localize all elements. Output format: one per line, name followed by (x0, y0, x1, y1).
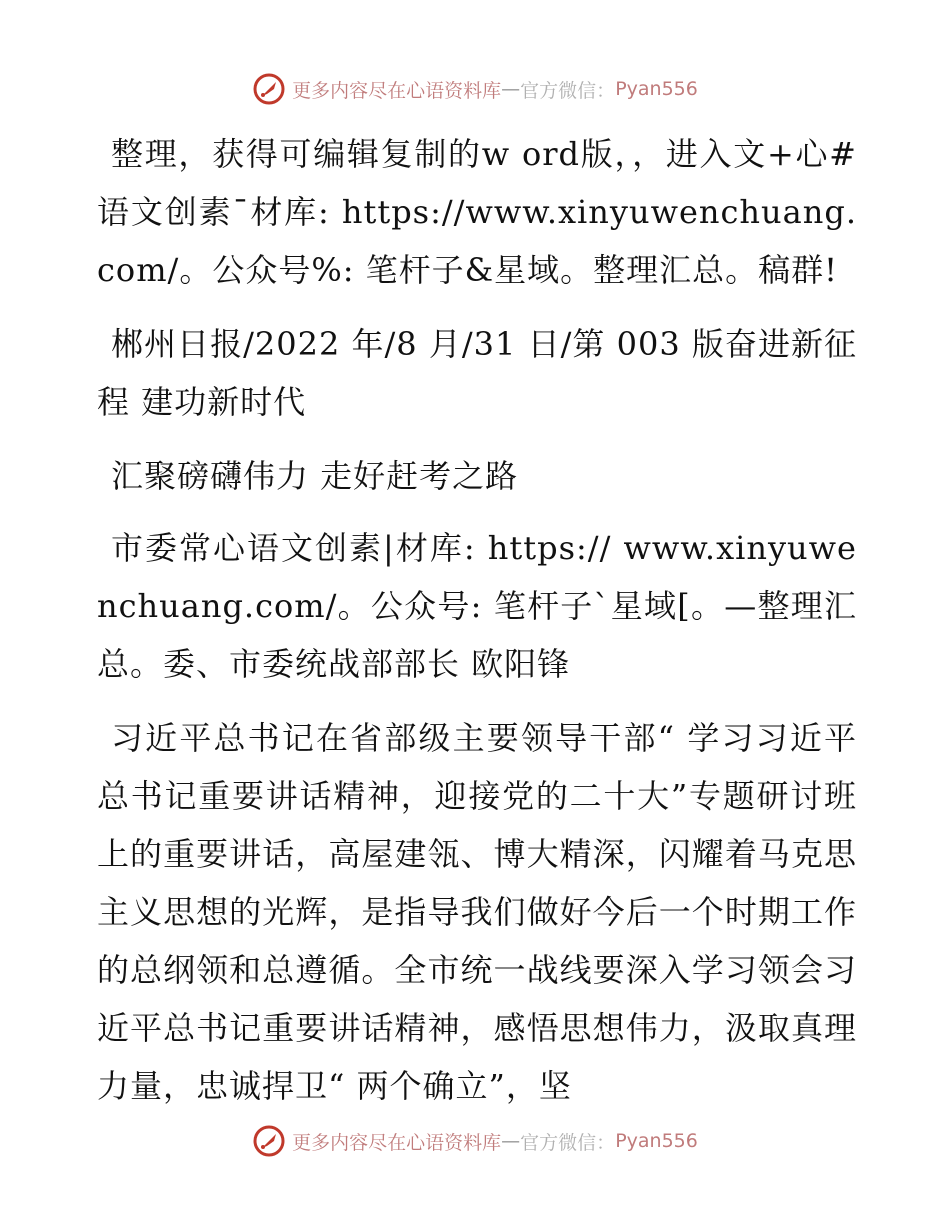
banner-text: 更多内容尽在心语资料库 (292, 79, 502, 102)
banner-account: Pyan556 (615, 1130, 698, 1152)
banner-wechat-label: 官方微信： (520, 79, 616, 102)
footer-banner (0, 1121, 950, 1161)
quill-logo-icon (252, 72, 286, 106)
banner-separator: — (501, 78, 521, 100)
paragraph-intro: 整理，获得可编辑复制的w ord版，，进入文+心#语文创素¯材库: https://www.xinyuwenchuang.com/。公众号%: 笔杆子&星域。整理汇总。稿群! (97, 135, 857, 289)
banner-wechat-label: 官方微信： (520, 1131, 616, 1154)
banner-text: 更多内容尽在心语资料库 (292, 1131, 502, 1154)
article-title: 汇聚磅礴伟力 走好赶考之路 (111, 457, 519, 495)
paragraph-author: 市委常心语文创素|材库: https:// www.xinyuwenchuang.com/。公众号: 笔杆子`星域[。—整理汇总。委、市委统战部部长 欧阳锋 (97, 529, 857, 683)
banner-separator: — (501, 1130, 521, 1152)
document-body (97, 125, 857, 1131)
paragraph-body: 习近平总书记在省部级主要领导干部“ 学习习近平总书记重要讲话精神，迎接党的二十大”专题研讨班上的重要讲话，高屋建瓴、博大精深，闪耀着马克思主义思想的光辉，是指导我们做好今后一个时期工作的总纲领和总遵循。全市统一战线要深入学习领会习近平总书记重要讲话精神，感悟思想伟力，汲取真理力量，忠诚捍卫“ 两个确立”，坚 (97, 719, 857, 1105)
paragraph-source: 郴州日报/2022 年/8 月/31 日/第 003 版奋进新征程 建功新时代 (97, 325, 857, 421)
header-banner (0, 69, 950, 109)
banner-account: Pyan556 (615, 78, 698, 100)
quill-logo-icon (252, 1124, 286, 1158)
